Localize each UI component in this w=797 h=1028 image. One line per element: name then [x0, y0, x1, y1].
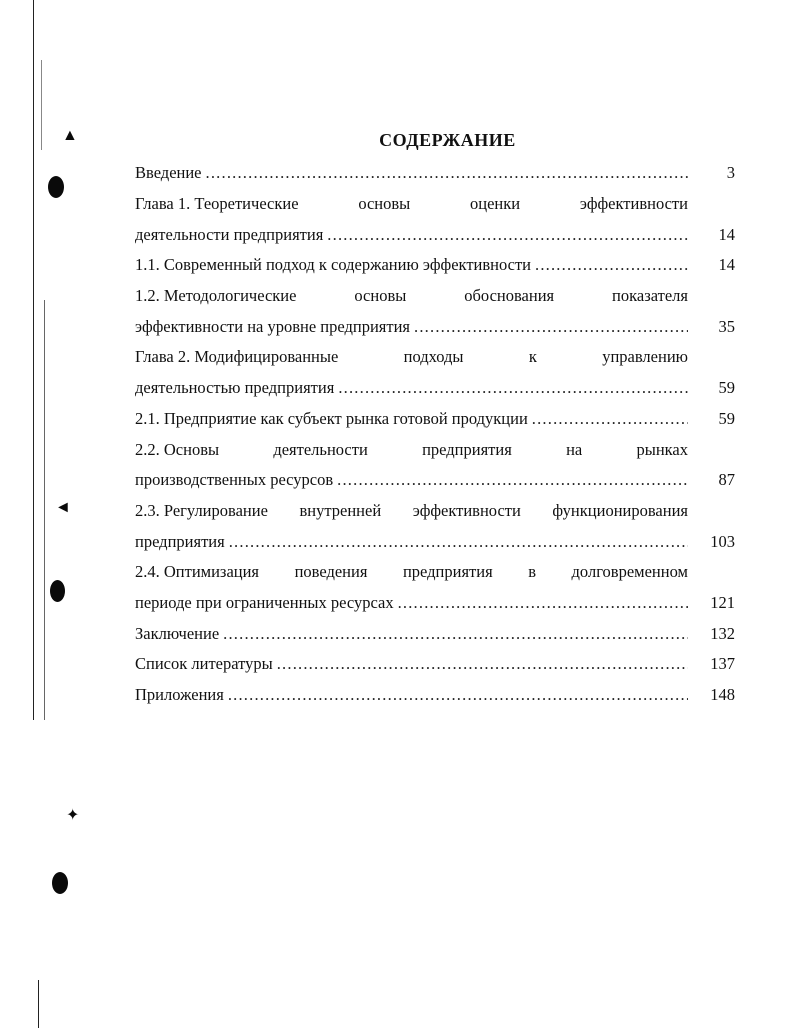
- toc-entry-text: [135, 593, 688, 613]
- toc-word: 1.2. Методологические: [135, 286, 297, 306]
- toc-line: [135, 219, 735, 250]
- toc-entry-label: деятельности предприятия: [135, 224, 324, 244]
- dot-leader: [398, 593, 688, 613]
- toc-line: [135, 557, 735, 588]
- toc-line: [135, 618, 735, 649]
- dot-leader: [535, 255, 688, 275]
- hole-punch-arrow-icon: ◄: [55, 499, 71, 516]
- toc-entry-text: [135, 194, 688, 214]
- dot-leader: [206, 163, 688, 183]
- toc-line: [135, 465, 735, 496]
- scan-edge-line: [44, 300, 45, 720]
- toc-word: эффективности: [412, 500, 521, 520]
- toc-word: предприятия: [422, 439, 512, 459]
- toc-entry-text: [135, 440, 688, 460]
- toc-entry-label: Введение: [135, 163, 202, 183]
- toc-title: СОДЕРЖАНИЕ: [379, 130, 516, 150]
- scan-edge-line: [33, 0, 34, 720]
- toc-word: долговременном: [571, 562, 688, 582]
- dot-leader: [223, 624, 688, 644]
- toc-page-number: 14: [718, 224, 735, 244]
- toc-word: рынках: [636, 439, 688, 459]
- toc-word: показателя: [612, 286, 688, 306]
- toc-word: предприятия: [402, 562, 493, 582]
- toc-page-number: 137: [710, 654, 735, 674]
- toc-word: деятельности: [273, 439, 368, 459]
- toc-word: на: [566, 439, 583, 459]
- toc-entry-text: [135, 654, 688, 674]
- dot-leader: [228, 685, 688, 705]
- table-of-contents: [135, 158, 735, 710]
- dot-leader: [277, 654, 688, 674]
- toc-entry-text: [135, 685, 688, 705]
- hole-punch-mark: [48, 176, 64, 198]
- toc-entry-text: [135, 347, 688, 367]
- toc-line: [135, 434, 735, 465]
- toc-entry-text: [135, 532, 688, 552]
- toc-word: функционирования: [552, 500, 688, 520]
- toc-line: [135, 158, 735, 189]
- toc-entry-label: 1.1. Современный подход к содержанию эффективности: [135, 255, 531, 275]
- toc-entry-label: Заключение: [135, 623, 220, 643]
- toc-entry-text: [135, 409, 688, 429]
- scan-edge-line: [38, 980, 39, 1028]
- toc-line: [135, 588, 735, 619]
- toc-word: внутренней: [299, 500, 382, 520]
- toc-line: [135, 526, 735, 557]
- toc-word: эффективности: [579, 194, 688, 214]
- dot-leader: [338, 378, 688, 398]
- hole-punch-arrow-icon: ✦: [66, 807, 80, 824]
- toc-line: [135, 342, 735, 373]
- toc-line: [135, 649, 735, 680]
- toc-entry-text: [135, 225, 688, 245]
- toc-page-number: 121: [710, 592, 735, 612]
- toc-entry-label: предприятия: [135, 531, 225, 551]
- toc-word: Глава 1. Теоретические: [135, 194, 299, 214]
- toc-line: [135, 404, 735, 435]
- toc-entry-label: Приложения: [135, 685, 224, 705]
- toc-entry-label: периоде при ограниченных ресурсах: [135, 592, 394, 612]
- toc-entry-text: [135, 501, 688, 521]
- toc-page-number: 3: [726, 163, 735, 183]
- toc-word: оценки: [470, 194, 521, 214]
- dot-leader: [337, 470, 688, 490]
- toc-entry-text: [135, 378, 688, 398]
- toc-page-number: 14: [718, 255, 735, 275]
- toc-line: [135, 250, 735, 281]
- dot-leader: [327, 225, 688, 245]
- toc-entry-text: [135, 317, 688, 337]
- toc-word: 2.4. Оптимизация: [135, 562, 260, 582]
- toc-entry-text: [135, 470, 688, 490]
- toc-entry-label: 2.1. Предприятие как субъект рынка готовой продукции: [135, 408, 528, 428]
- toc-entry-text: [135, 624, 688, 644]
- toc-page-number: 59: [718, 408, 735, 428]
- toc-word: в: [528, 562, 536, 582]
- toc-entry-text: [135, 255, 688, 275]
- toc-entry-label: эффективности на уровне предприятия: [135, 316, 411, 336]
- toc-line: [135, 680, 735, 711]
- toc-word: обоснования: [464, 286, 555, 306]
- dot-leader: [414, 317, 688, 337]
- toc-word: подходы: [403, 347, 464, 367]
- toc-entry-label: производственных ресурсов: [135, 470, 334, 490]
- toc-line: [135, 281, 735, 312]
- toc-line: [135, 496, 735, 527]
- hole-punch-mark: [52, 872, 68, 894]
- toc-word: управлению: [602, 347, 688, 367]
- toc-page-number: 103: [710, 531, 735, 551]
- toc-entry-text: [135, 286, 688, 306]
- toc-word: 2.2. Основы: [135, 439, 220, 459]
- toc-word: основы: [354, 286, 407, 306]
- toc-word: 2.3. Регулирование: [135, 500, 268, 520]
- toc-page-number: 148: [710, 685, 735, 705]
- hole-punch-arrow-icon: ▲: [62, 127, 78, 144]
- hole-punch-mark: [50, 580, 65, 602]
- toc-word: к: [528, 347, 537, 367]
- toc-page-number: 35: [718, 316, 735, 336]
- toc-entry-text: [135, 562, 688, 582]
- dot-leader: [229, 532, 688, 552]
- toc-word: поведения: [294, 562, 368, 582]
- toc-line: [135, 311, 735, 342]
- toc-page-number: 59: [718, 378, 735, 398]
- toc-page-number: 87: [718, 470, 735, 490]
- dot-leader: [532, 409, 688, 429]
- toc-entry-label: деятельностью предприятия: [135, 378, 335, 398]
- toc-word: Глава 2. Модифицированные: [135, 347, 339, 367]
- toc-entry-label: Список литературы: [135, 654, 273, 674]
- toc-line: [135, 189, 735, 220]
- toc-word: основы: [358, 194, 411, 214]
- toc-page-number: 132: [710, 623, 735, 643]
- toc-line: [135, 373, 735, 404]
- toc-entry-text: [135, 163, 688, 183]
